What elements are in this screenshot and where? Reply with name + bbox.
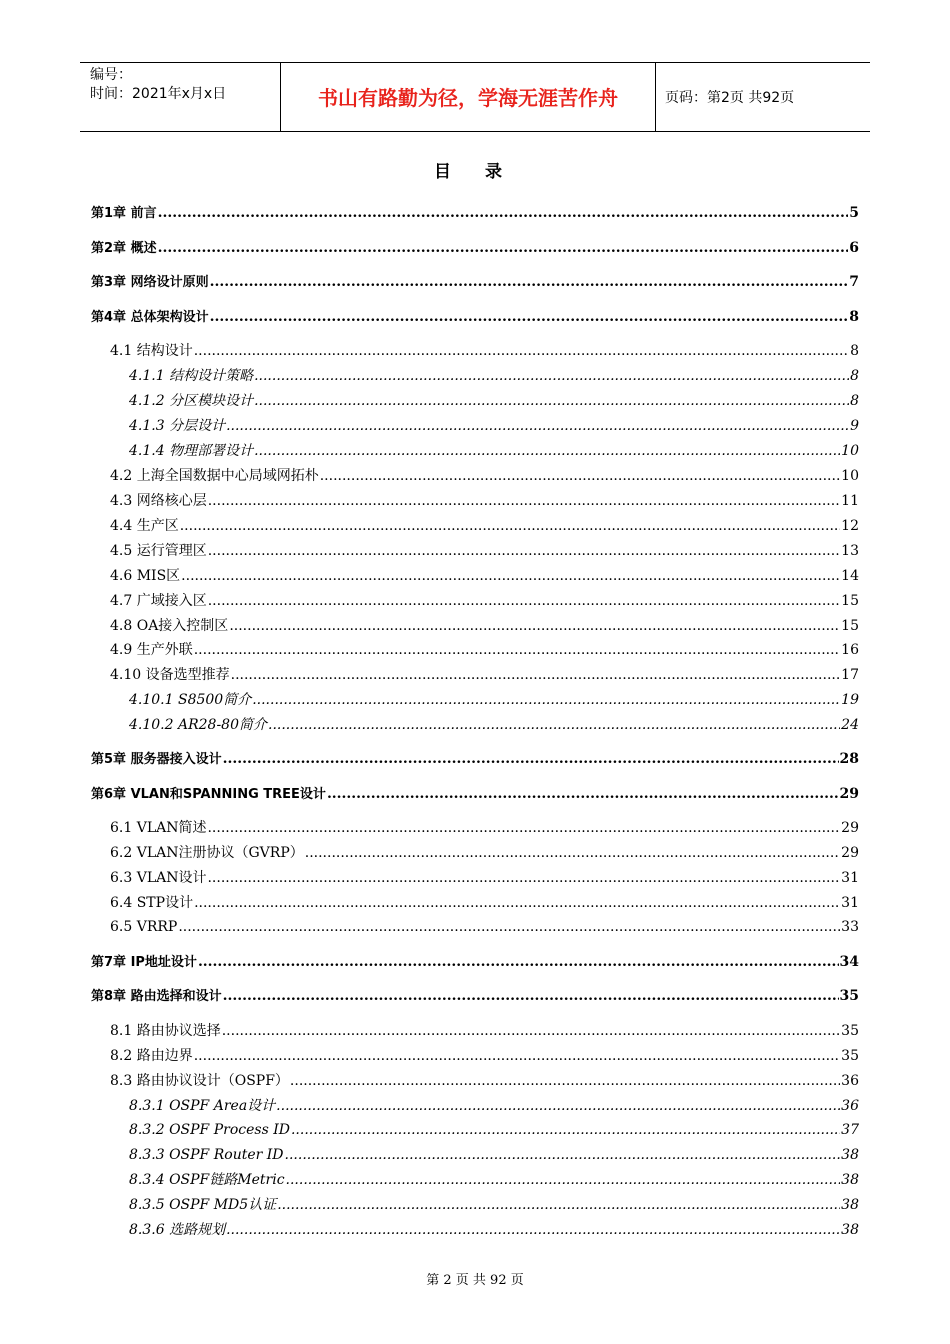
- toc-entry[interactable]: [129, 391, 859, 411]
- toc-entry[interactable]: [110, 640, 859, 660]
- toc-entry[interactable]: [110, 818, 859, 838]
- toc-entry[interactable]: [110, 341, 859, 361]
- number-label: 编号：: [90, 67, 132, 83]
- toc-entry-page: 33: [841, 919, 859, 935]
- toc-entry[interactable]: [129, 441, 859, 461]
- toc-entry[interactable]: [110, 541, 859, 561]
- dot-leader: [208, 491, 840, 511]
- toc-entry-page: 5: [849, 205, 859, 221]
- toc-entry-page: 35: [839, 988, 859, 1004]
- toc-entry-page: 29: [839, 786, 859, 802]
- toc-entry-title: 6.3 VLAN设计: [110, 870, 207, 886]
- dot-leader: [276, 1096, 840, 1116]
- toc-entry[interactable]: [91, 238, 859, 258]
- dot-leader: [194, 893, 840, 913]
- toc-entry-page: 13: [841, 543, 859, 559]
- toc-entry-title: 第6章 VLAN和SPANNING TREE设计: [91, 787, 326, 802]
- toc-entry[interactable]: [129, 715, 859, 735]
- toc-entry[interactable]: [110, 566, 859, 586]
- toc-entry[interactable]: [110, 516, 859, 536]
- toc-entry-title: 第7章 IP地址设计: [91, 955, 197, 970]
- toc-entry-title: 8.3.5 OSPF MD5认证: [129, 1197, 277, 1213]
- dot-leader: [210, 307, 849, 327]
- toc-entry-title: 第2章 概述: [91, 241, 157, 256]
- dot-leader: [268, 715, 840, 735]
- toc-entry-title: 4.3 网络核心层: [110, 493, 207, 509]
- dot-leader: [277, 1195, 840, 1215]
- toc-entry[interactable]: [110, 843, 859, 863]
- dot-leader: [231, 665, 841, 685]
- toc-entry-title: 4.6 MIS区: [110, 568, 181, 584]
- toc-entry-title: 8.3 路由协议设计（OSPF）: [110, 1073, 289, 1089]
- toc-entry-page: 8: [850, 343, 859, 359]
- toc-entry[interactable]: [129, 690, 859, 710]
- toc-entry-title: 4.5 运行管理区: [110, 543, 207, 559]
- dot-leader: [180, 516, 840, 536]
- dot-leader: [158, 238, 849, 258]
- toc-entry-title: 4.10 设备选型推荐: [110, 667, 230, 683]
- toc-entry-page: 36: [841, 1073, 859, 1089]
- dot-leader: [320, 466, 840, 486]
- toc-entry[interactable]: [91, 749, 859, 769]
- toc-entry[interactable]: [129, 366, 859, 386]
- dot-leader: [226, 416, 849, 436]
- toc-entry-title: 第5章 服务器接入设计: [91, 752, 222, 767]
- toc-entry-page: 38: [841, 1172, 859, 1188]
- dot-leader: [254, 391, 849, 411]
- toc-entry-page: 15: [841, 618, 859, 634]
- toc-entry-title: 6.4 STP设计: [110, 895, 194, 911]
- dot-leader: [285, 1145, 841, 1165]
- toc-entry[interactable]: [129, 1120, 859, 1140]
- toc-entry-page: 35: [841, 1048, 859, 1064]
- toc-entry[interactable]: [110, 1046, 859, 1066]
- toc-entry[interactable]: [110, 1021, 859, 1041]
- toc-entry[interactable]: [91, 307, 859, 327]
- toc-entry[interactable]: [129, 1220, 859, 1240]
- toc-entry-title: 第8章 路由选择和设计: [91, 989, 222, 1004]
- toc-entry-title: 8.3.3 OSPF Router ID: [129, 1147, 284, 1163]
- toc-entry[interactable]: [110, 591, 859, 611]
- toc-entry-title: 4.10.1 S8500简介: [129, 692, 252, 708]
- toc-entry[interactable]: [110, 616, 859, 636]
- toc-entry-title: 4.8 OA接入控制区: [110, 618, 229, 634]
- toc-entry[interactable]: [129, 416, 859, 436]
- toc-entry[interactable]: [110, 1071, 859, 1091]
- toc-entry-page: 19: [841, 692, 859, 708]
- toc-entry-page: 10: [841, 443, 859, 459]
- toc-entry[interactable]: [91, 986, 859, 1006]
- page-info: 页码：第2页 共92页: [665, 90, 795, 106]
- toc-entry-title: 8.3.6 选路规划: [129, 1222, 226, 1238]
- toc-title: 目 录: [434, 162, 516, 182]
- dot-leader: [178, 917, 840, 937]
- toc-entry-page: 31: [841, 895, 859, 911]
- dot-leader: [198, 952, 839, 972]
- toc-entry-page: 38: [841, 1197, 859, 1213]
- toc-entry-page: 11: [841, 493, 859, 509]
- dot-leader: [327, 784, 839, 804]
- toc-entry-title: 4.1.1 结构设计策略: [129, 368, 254, 384]
- toc-entry-title: 4.2 上海全国数据中心局域网拓朴: [110, 468, 319, 484]
- dot-leader: [222, 1021, 840, 1041]
- toc-entry-page: 28: [839, 751, 859, 767]
- dot-leader: [194, 640, 840, 660]
- toc-entry-page: 9: [850, 418, 859, 434]
- toc-entry-page: 10: [841, 468, 859, 484]
- toc-entry-title: 6.5 VRRP: [110, 919, 178, 935]
- toc-entry[interactable]: [91, 952, 859, 972]
- dot-leader: [194, 341, 849, 361]
- toc-entry[interactable]: [110, 893, 859, 913]
- toc-entry-page: 29: [841, 820, 859, 836]
- toc-entry-page: 29: [841, 845, 859, 861]
- toc-entry-title: 8.3.2 OSPF Process ID: [129, 1122, 290, 1138]
- dot-leader: [254, 366, 849, 386]
- toc-entry-page: 15: [841, 593, 859, 609]
- dot-leader: [207, 868, 840, 888]
- dot-leader: [223, 986, 839, 1006]
- toc-entry-title: 4.1.2 分区模块设计: [129, 393, 254, 409]
- toc-entry-page: 7: [849, 274, 859, 290]
- toc-entry-title: 6.1 VLAN简述: [110, 820, 207, 836]
- motto: 书山有路勤为径，学海无涯苦作舟: [318, 86, 618, 110]
- toc-entry-title: 4.7 广域接入区: [110, 593, 207, 609]
- toc-entry-page: 16: [841, 642, 859, 658]
- toc-entry-title: 第1章 前言: [91, 206, 157, 221]
- toc-entry[interactable]: [110, 868, 859, 888]
- toc-entry[interactable]: [110, 665, 859, 685]
- toc-entry-page: 31: [841, 870, 859, 886]
- toc-entry-title: 4.1.3 分层设计: [129, 418, 226, 434]
- toc-entry[interactable]: [129, 1096, 859, 1116]
- toc-entry-page: 14: [841, 568, 859, 584]
- toc-entry-page: 38: [841, 1147, 859, 1163]
- toc-entry-title: 第3章 网络设计原则: [91, 275, 209, 290]
- toc-entry[interactable]: [91, 203, 859, 223]
- dot-leader: [226, 1220, 840, 1240]
- toc-entry-title: 8.1 路由协议选择: [110, 1023, 221, 1039]
- toc-entry-page: 34: [839, 954, 859, 970]
- toc-entry-page: 8: [850, 368, 859, 384]
- dot-leader: [223, 749, 839, 769]
- toc-entry-page: 36: [841, 1098, 859, 1114]
- toc-entry-title: 8.2 路由边界: [110, 1048, 193, 1064]
- toc-entry-title: 4.4 生产区: [110, 518, 179, 534]
- toc-entry-title: 4.1.4 物理部署设计: [129, 443, 254, 459]
- dot-leader: [181, 566, 840, 586]
- toc-entry-page: 6: [849, 240, 859, 256]
- dot-leader: [208, 591, 840, 611]
- dot-leader: [229, 616, 840, 636]
- toc-entry-title: 4.10.2 AR28-80简介: [129, 717, 267, 733]
- toc-entry-title: 4.1 结构设计: [110, 343, 193, 359]
- dot-leader: [254, 441, 840, 461]
- time-label: 时间：2021年x月x日: [90, 86, 227, 102]
- toc-entry[interactable]: [91, 272, 859, 292]
- dot-leader: [290, 1071, 840, 1091]
- toc-entry-title: 8.3.1 OSPF Area设计: [129, 1098, 276, 1114]
- page-footer: 第 2 页 共 92 页: [426, 1273, 524, 1288]
- toc-entry-page: 37: [841, 1122, 859, 1138]
- toc-entry-page: 38: [841, 1222, 859, 1238]
- dot-leader: [252, 690, 840, 710]
- toc-entry-title: 8.3.4 OSPF链路Metric: [129, 1172, 285, 1188]
- toc-entry[interactable]: [129, 1145, 859, 1165]
- dot-leader: [208, 541, 840, 561]
- toc-entry-page: 35: [841, 1023, 859, 1039]
- toc-entry-page: 8: [850, 393, 859, 409]
- toc-entry-page: 8: [849, 309, 859, 325]
- toc-entry[interactable]: [91, 784, 859, 804]
- toc-entry[interactable]: [110, 917, 859, 937]
- toc-entry[interactable]: [129, 1195, 859, 1215]
- toc-entry-page: 24: [841, 717, 859, 733]
- toc-entry-title: 6.2 VLAN注册协议（GVRP）: [110, 845, 304, 861]
- dot-leader: [305, 843, 840, 863]
- toc-entry[interactable]: [110, 466, 859, 486]
- dot-leader: [291, 1120, 840, 1140]
- toc-entry[interactable]: [110, 491, 859, 511]
- toc-entry-page: 12: [841, 518, 859, 534]
- toc-entry[interactable]: [129, 1170, 859, 1190]
- dot-leader: [207, 818, 840, 838]
- toc-entry-page: 17: [841, 667, 859, 683]
- toc-entry-title: 4.9 生产外联: [110, 642, 193, 658]
- dot-leader: [158, 203, 849, 223]
- toc-entry-title: 第4章 总体架构设计: [91, 310, 209, 325]
- dot-leader: [286, 1170, 841, 1190]
- dot-leader: [194, 1046, 840, 1066]
- dot-leader: [210, 272, 849, 292]
